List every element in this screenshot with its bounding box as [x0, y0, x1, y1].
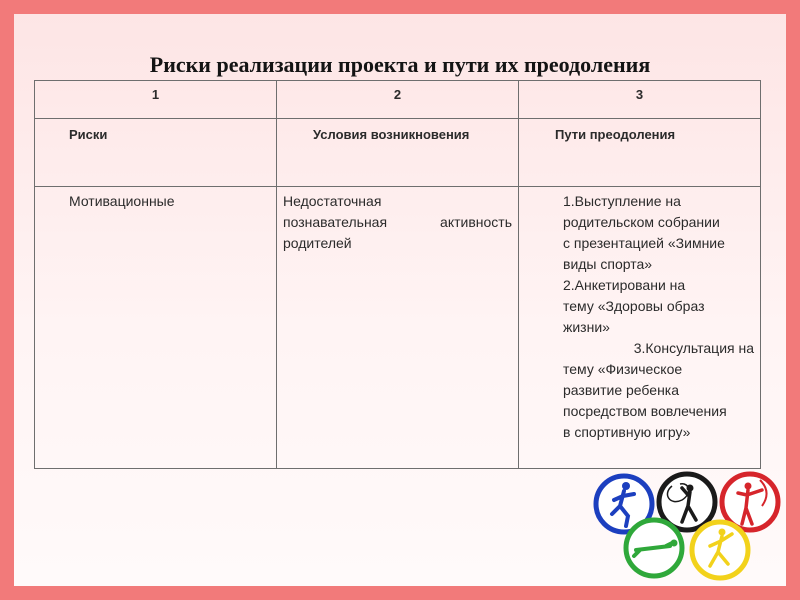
conditions-cell: [277, 187, 519, 469]
cell-line: в спортивную игру»: [563, 424, 691, 440]
slide-title: Риски реализации проекта и пути их преодоления: [149, 52, 651, 77]
cell-line: развитие ребенка: [563, 382, 680, 398]
column-number: 3: [519, 81, 761, 119]
table-row: [35, 187, 761, 469]
swimmer-icon: [626, 520, 682, 576]
cell-line: родительском собрании: [563, 214, 720, 230]
risk-cell: Мотивационные: [35, 187, 277, 469]
ways-cell: [519, 187, 761, 469]
slide: [14, 14, 786, 586]
cell-line: жизни»: [563, 319, 610, 335]
cell-line: 3.Консультация на: [633, 340, 754, 356]
cell-line: посредством вовлечения: [563, 403, 727, 419]
cell-line: тему «Здоровы образ: [563, 298, 705, 314]
column-number: 1: [35, 81, 277, 119]
olympic-sport-rings: [592, 466, 782, 584]
cell-line: познавательная активность: [283, 214, 512, 230]
column-number: 2: [277, 81, 519, 119]
header-ways: Пути преодоления: [519, 119, 761, 187]
risks-table: [34, 80, 761, 469]
cell-line: Недостаточная: [283, 193, 382, 209]
cell-line: 1.Выступление на: [563, 193, 681, 209]
column-number-row: [35, 81, 761, 119]
cell-line: родителей: [283, 235, 352, 251]
cell-line: 2.Анкетировани на: [563, 277, 686, 293]
cell-line: с презентацией «Зимние: [563, 235, 725, 251]
header-risks: Риски: [35, 119, 277, 187]
dancer-icon: [692, 522, 748, 578]
header-row: [35, 119, 761, 187]
cell-line: тему «Физическое: [563, 361, 683, 377]
header-conditions: Условия возникновения: [277, 119, 519, 187]
cell-line: виды спорта»: [563, 256, 653, 272]
